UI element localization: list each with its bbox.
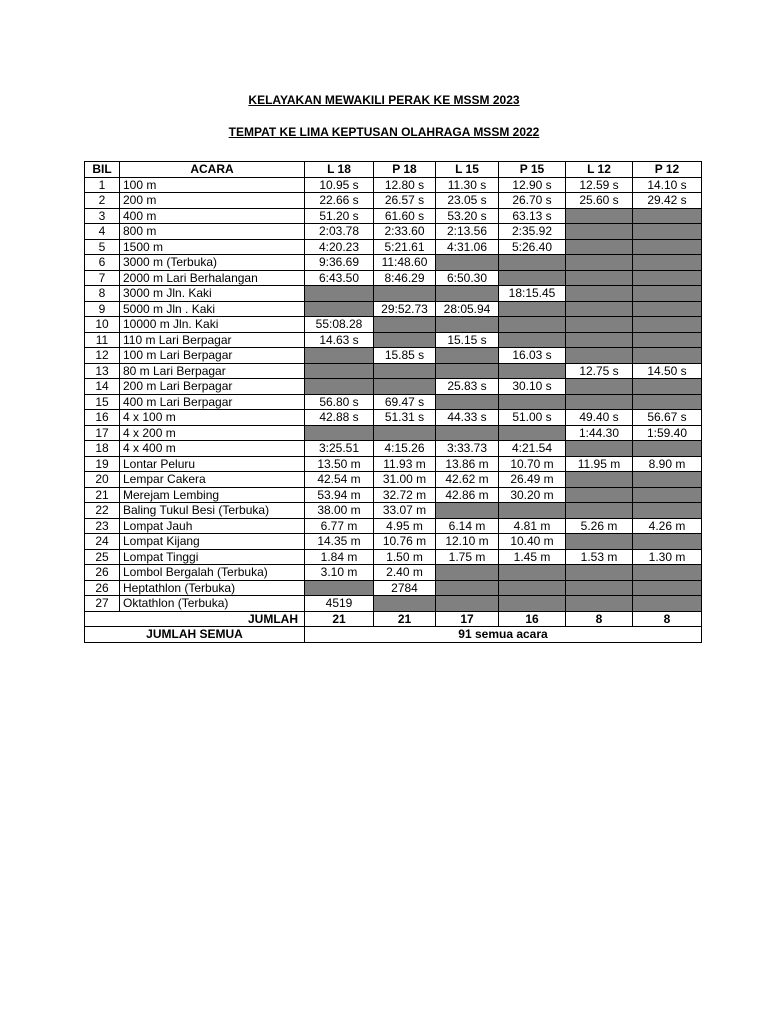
value-cell: 16.03 s [499,348,566,364]
row-acara: 2000 m Lari Berhalangan [120,270,305,286]
value-cell: 10.76 m [374,534,436,550]
table-row [85,379,702,395]
empty-cell [374,363,436,379]
row-acara: Lontar Peluru [120,456,305,472]
table-row [85,456,702,472]
value-cell: 6:50.30 [436,270,499,286]
qualification-table [84,161,702,643]
empty-cell [566,580,633,596]
value-cell: 61.60 s [374,208,436,224]
row-bil: 16 [85,410,120,426]
value-cell: 4:31.06 [436,239,499,255]
empty-cell [374,596,436,612]
row-acara: 100 m Lari Berpagar [120,348,305,364]
row-acara: 3000 m (Terbuka) [120,255,305,271]
table-row [85,270,702,286]
table-row [85,348,702,364]
empty-cell [436,580,499,596]
empty-cell [305,580,374,596]
total-l15: 17 [436,611,499,627]
table-header-row [85,162,702,178]
empty-cell [436,425,499,441]
value-cell: 51.31 s [374,410,436,426]
value-cell: 4.81 m [499,518,566,534]
row-acara: 400 m Lari Berpagar [120,394,305,410]
row-bil: 19 [85,456,120,472]
value-cell: 8.90 m [633,456,702,472]
table-row [85,534,702,550]
row-bil: 25 [85,549,120,565]
row-bil: 13 [85,363,120,379]
header-acara: ACARA [120,162,305,178]
table-row [85,580,702,596]
value-cell: 15.15 s [436,332,499,348]
row-bil: 24 [85,534,120,550]
table-row [85,596,702,612]
table-row [85,487,702,503]
row-bil: 7 [85,270,120,286]
value-cell: 1.30 m [633,549,702,565]
value-cell: 1.53 m [566,549,633,565]
value-cell: 25.60 s [566,193,633,209]
row-bil: 11 [85,332,120,348]
value-cell: 42.62 m [436,472,499,488]
empty-cell [633,224,702,240]
empty-cell [633,255,702,271]
empty-cell [633,317,702,333]
row-acara: 1500 m [120,239,305,255]
row-acara: 200 m Lari Berpagar [120,379,305,395]
value-cell: 29:52.73 [374,301,436,317]
table-row [85,394,702,410]
header-p12: P 12 [633,162,702,178]
header-bil: BIL [85,162,120,178]
row-bil: 2 [85,193,120,209]
value-cell: 42.86 m [436,487,499,503]
table-body [85,177,702,611]
empty-cell [566,348,633,364]
total-p18: 21 [374,611,436,627]
value-cell: 42.88 s [305,410,374,426]
value-cell: 13.50 m [305,456,374,472]
value-cell: 12.80 s [374,177,436,193]
empty-cell [499,317,566,333]
empty-cell [566,317,633,333]
row-acara: 4 x 400 m [120,441,305,457]
row-acara: Heptathlon (Terbuka) [120,580,305,596]
empty-cell [374,425,436,441]
value-cell: 2:13.56 [436,224,499,240]
row-acara: Baling Tukul Besi (Terbuka) [120,503,305,519]
table-row [85,518,702,534]
empty-cell [566,379,633,395]
value-cell: 38.00 m [305,503,374,519]
value-cell: 8:46.29 [374,270,436,286]
table-row [85,565,702,581]
value-cell: 29.42 s [633,193,702,209]
empty-cell [566,239,633,255]
value-cell: 53.94 m [305,487,374,503]
empty-cell [499,363,566,379]
value-cell: 31.00 m [374,472,436,488]
empty-cell [499,596,566,612]
row-bil: 10 [85,317,120,333]
row-bil: 8 [85,286,120,302]
table-row [85,255,702,271]
empty-cell [374,332,436,348]
empty-cell [436,348,499,364]
empty-cell [305,348,374,364]
table-row [85,441,702,457]
empty-cell [499,332,566,348]
value-cell: 2.40 m [374,565,436,581]
empty-cell [499,270,566,286]
value-cell: 6.14 m [436,518,499,534]
row-bil: 9 [85,301,120,317]
value-cell: 30.10 s [499,379,566,395]
value-cell: 3:25.51 [305,441,374,457]
empty-cell [499,425,566,441]
value-cell: 10.95 s [305,177,374,193]
value-cell: 11.30 s [436,177,499,193]
value-cell: 22.66 s [305,193,374,209]
total-l18: 21 [305,611,374,627]
empty-cell [633,487,702,503]
row-bil: 4 [85,224,120,240]
value-cell: 15.85 s [374,348,436,364]
empty-cell [566,487,633,503]
empty-cell [305,286,374,302]
value-cell: 53.20 s [436,208,499,224]
row-acara: Lompat Tinggi [120,549,305,565]
row-acara: 4 x 100 m [120,410,305,426]
row-bil: 5 [85,239,120,255]
value-cell: 14.50 s [633,363,702,379]
table-row [85,410,702,426]
empty-cell [436,286,499,302]
value-cell: 69.47 s [374,394,436,410]
empty-cell [436,565,499,581]
table-row [85,224,702,240]
empty-cell [374,317,436,333]
value-cell: 56.67 s [633,410,702,426]
value-cell: 1:59.40 [633,425,702,441]
row-bil: 6 [85,255,120,271]
row-acara: 100 m [120,177,305,193]
row-acara: 3000 m Jln. Kaki [120,286,305,302]
empty-cell [633,472,702,488]
row-acara: Lompat Kijang [120,534,305,550]
value-cell: 42.54 m [305,472,374,488]
row-acara: Oktathlon (Terbuka) [120,596,305,612]
row-bil: 23 [85,518,120,534]
value-cell: 2:03.78 [305,224,374,240]
table-row [85,363,702,379]
row-bil: 26 [85,580,120,596]
document-title: KELAYAKAN MEWAKILI PERAK KE MSSM 2023 [248,93,520,107]
empty-cell [633,596,702,612]
value-cell: 51.00 s [499,410,566,426]
row-bil: 20 [85,472,120,488]
empty-cell [633,348,702,364]
empty-cell [499,255,566,271]
value-cell: 2784 [374,580,436,596]
value-cell: 33.07 m [374,503,436,519]
value-cell: 4.26 m [633,518,702,534]
empty-cell [633,332,702,348]
empty-cell [566,332,633,348]
value-cell: 18:15.45 [499,286,566,302]
value-cell: 3:33.73 [436,441,499,457]
value-cell: 1.84 m [305,549,374,565]
empty-cell [566,208,633,224]
table-row [85,193,702,209]
value-cell: 4:20.23 [305,239,374,255]
empty-cell [633,503,702,519]
empty-cell [305,379,374,395]
value-cell: 14.35 m [305,534,374,550]
row-acara: 4 x 200 m [120,425,305,441]
value-cell: 25.83 s [436,379,499,395]
value-cell: 1.50 m [374,549,436,565]
table-row [85,286,702,302]
empty-cell [566,394,633,410]
total-row [85,611,702,627]
value-cell: 11:48.60 [374,255,436,271]
empty-cell [499,394,566,410]
value-cell: 4:21.54 [499,441,566,457]
empty-cell [499,301,566,317]
row-acara: 200 m [120,193,305,209]
value-cell: 2:33.60 [374,224,436,240]
grand-total-label: JUMLAH SEMUA [85,627,305,643]
grand-total-value: 91 semua acara [305,627,702,643]
value-cell: 23.05 s [436,193,499,209]
row-acara: Lompat Jauh [120,518,305,534]
header-p18: P 18 [374,162,436,178]
table-row [85,332,702,348]
empty-cell [566,472,633,488]
table-row [85,208,702,224]
empty-cell [305,363,374,379]
total-p12: 8 [633,611,702,627]
empty-cell [566,596,633,612]
empty-cell [566,270,633,286]
value-cell: 26.57 s [374,193,436,209]
empty-cell [633,580,702,596]
empty-cell [436,363,499,379]
row-bil: 17 [85,425,120,441]
row-bil: 22 [85,503,120,519]
row-acara: 110 m Lari Berpagar [120,332,305,348]
value-cell: 49.40 s [566,410,633,426]
total-l12: 8 [566,611,633,627]
empty-cell [499,565,566,581]
value-cell: 63.13 s [499,208,566,224]
value-cell: 30.20 m [499,487,566,503]
table-row [85,503,702,519]
row-bil: 15 [85,394,120,410]
empty-cell [436,503,499,519]
empty-cell [305,425,374,441]
empty-cell [633,565,702,581]
empty-cell [633,441,702,457]
row-acara: Merejam Lembing [120,487,305,503]
empty-cell [566,255,633,271]
value-cell: 10.70 m [499,456,566,472]
value-cell: 14.10 s [633,177,702,193]
value-cell: 55:08.28 [305,317,374,333]
empty-cell [566,286,633,302]
empty-cell [499,503,566,519]
table-row [85,472,702,488]
empty-cell [633,239,702,255]
value-cell: 4519 [305,596,374,612]
row-acara: Lombol Bergalah (Terbuka) [120,565,305,581]
header-p15: P 15 [499,162,566,178]
table-row [85,177,702,193]
total-p15: 16 [499,611,566,627]
value-cell: 26.70 s [499,193,566,209]
row-acara: 800 m [120,224,305,240]
empty-cell [436,596,499,612]
value-cell: 11.95 m [566,456,633,472]
value-cell: 12.90 s [499,177,566,193]
value-cell: 4.95 m [374,518,436,534]
value-cell: 12.75 s [566,363,633,379]
empty-cell [633,379,702,395]
value-cell: 26.49 m [499,472,566,488]
empty-cell [633,534,702,550]
empty-cell [633,394,702,410]
empty-cell [374,379,436,395]
table-row [85,425,702,441]
value-cell: 12.10 m [436,534,499,550]
row-bil: 27 [85,596,120,612]
row-acara: 400 m [120,208,305,224]
row-acara: 10000 m Jln. Kaki [120,317,305,333]
value-cell: 28:05.94 [436,301,499,317]
value-cell: 44.33 s [436,410,499,426]
empty-cell [436,255,499,271]
header-l12: L 12 [566,162,633,178]
header-l15: L 15 [436,162,499,178]
value-cell: 5:26.40 [499,239,566,255]
total-label: JUMLAH [85,611,305,627]
empty-cell [566,503,633,519]
empty-cell [436,317,499,333]
empty-cell [566,224,633,240]
empty-cell [633,286,702,302]
value-cell: 13.86 m [436,456,499,472]
header-l18: L 18 [305,162,374,178]
value-cell: 1.45 m [499,549,566,565]
empty-cell [436,394,499,410]
value-cell: 2:35.92 [499,224,566,240]
row-acara: 5000 m Jln . Kaki [120,301,305,317]
grand-total-row [85,627,702,643]
empty-cell [499,580,566,596]
empty-cell [566,565,633,581]
value-cell: 32.72 m [374,487,436,503]
row-bil: 12 [85,348,120,364]
row-bil: 1 [85,177,120,193]
empty-cell [566,301,633,317]
value-cell: 5:21.61 [374,239,436,255]
row-bil: 14 [85,379,120,395]
table-row [85,239,702,255]
value-cell: 6.77 m [305,518,374,534]
empty-cell [633,270,702,286]
row-bil: 3 [85,208,120,224]
empty-cell [374,286,436,302]
empty-cell [633,301,702,317]
value-cell: 10.40 m [499,534,566,550]
value-cell: 12.59 s [566,177,633,193]
row-acara: 80 m Lari Berpagar [120,363,305,379]
empty-cell [566,534,633,550]
value-cell: 11.93 m [374,456,436,472]
document-subtitle: TEMPAT KE LIMA KEPTUSAN OLAHRAGA MSSM 2022 [228,125,540,139]
row-acara: Lempar Cakera [120,472,305,488]
empty-cell [305,301,374,317]
table-row [85,317,702,333]
table-row [85,549,702,565]
empty-cell [566,441,633,457]
value-cell: 6:43.50 [305,270,374,286]
table-row [85,301,702,317]
empty-cell [633,208,702,224]
value-cell: 56.80 s [305,394,374,410]
value-cell: 3.10 m [305,565,374,581]
value-cell: 5.26 m [566,518,633,534]
value-cell: 51.20 s [305,208,374,224]
value-cell: 1:44.30 [566,425,633,441]
value-cell: 14.63 s [305,332,374,348]
value-cell: 9:36.69 [305,255,374,271]
value-cell: 4:15.26 [374,441,436,457]
row-bil: 26 [85,565,120,581]
row-bil: 18 [85,441,120,457]
row-bil: 21 [85,487,120,503]
value-cell: 1.75 m [436,549,499,565]
